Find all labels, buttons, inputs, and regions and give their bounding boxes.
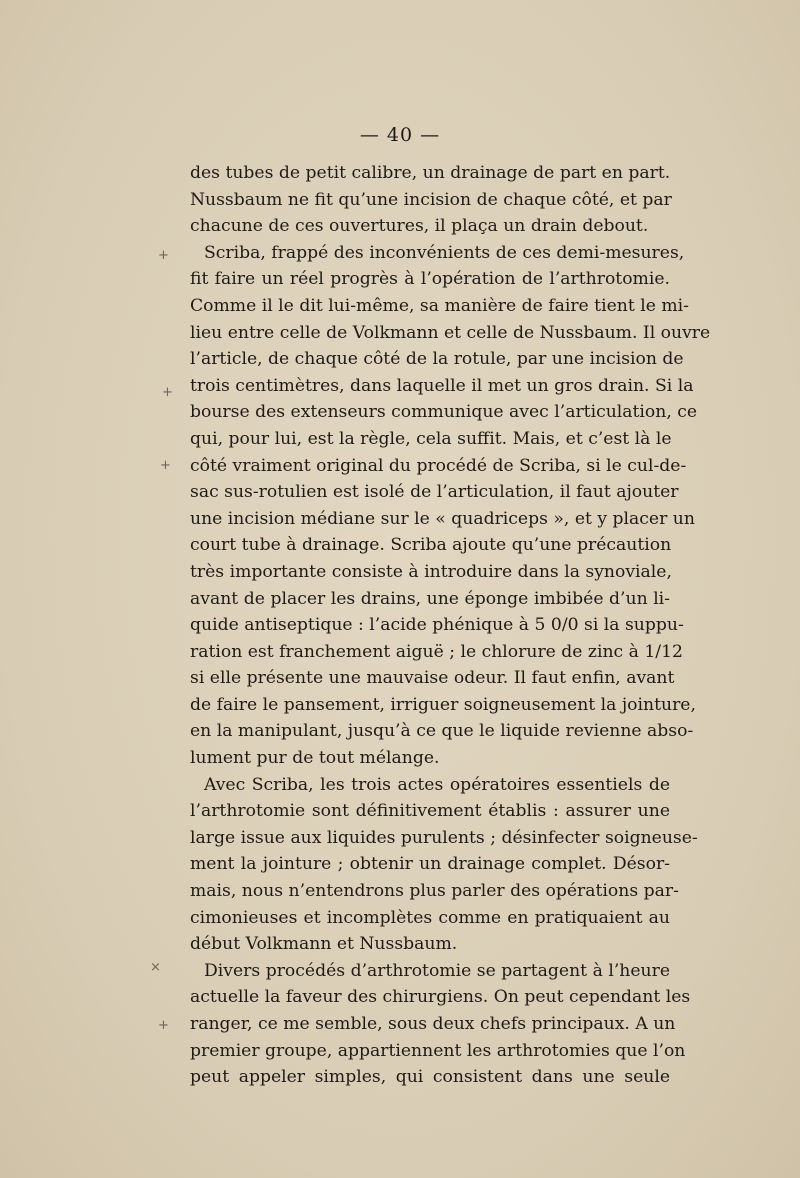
text-line: lument pur de tout mélange.: [190, 748, 440, 769]
text-line: large issue aux liquides purulents ; désinfecter soigneuse-: [190, 827, 698, 848]
text-line: cimonieuses et incomplètes comme en pratiquaient au: [190, 907, 670, 928]
text-line: en la manipulant, jusqu’à ce que le liquide revienne abso-: [190, 721, 694, 742]
text-line: Comme il le dit lui-même, sa manière de faire tient le mi-: [190, 295, 689, 316]
text-line: ment la jointure ; obtenir un drainage complet. Désor-: [190, 854, 670, 875]
text-line: chacune de ces ouvertures, il plaça un drain debout.: [190, 216, 649, 237]
margin-pencil-mark: +: [162, 385, 173, 400]
text-line: ranger, ce me semble, sous deux chefs principaux. A un: [190, 1014, 676, 1034]
text-line: fit faire un réel progrès à l’opération de l’arthrotomie.: [190, 269, 670, 290]
margin-pencil-mark: +: [160, 458, 171, 473]
text-line: Nussbaum ne fit qu’une incision de chaque côté, et par: [190, 189, 672, 210]
text-line: ration est franchement aiguë ; le chlorure de zinc à 1/12: [190, 641, 683, 662]
text-line: trois centimètres, dans laquelle il met un gros drain. Si la: [190, 375, 694, 396]
text-line: court tube à drainage. Scriba ajoute qu’une précaution: [190, 535, 672, 556]
text-line: si elle présente une mauvaise odeur. Il faut enfin, avant: [190, 668, 675, 689]
text-line: de faire le pansement, irriguer soigneusement la jointure,: [190, 694, 696, 715]
text-line: quide antiseptique : l’acide phénique à 5 0/0 si la suppu-: [190, 615, 684, 636]
text-line: l’article, de chaque côté de la rotule, par une incision de: [190, 349, 684, 370]
text-line: avant de placer les drains, une éponge imbibée d’un li-: [190, 588, 670, 609]
page-number: — 40 —: [359, 124, 441, 146]
text-line: des tubes de petit calibre, un drainage de part en part.: [190, 163, 671, 183]
text-line: Scriba, frappé des inconvénients de ces demi-mesures,: [204, 242, 685, 263]
text-line: bourse des extenseurs communique avec l’articulation, ce: [190, 402, 698, 423]
text-line: une incision médiane sur le « quadriceps », et y placer un: [190, 508, 695, 529]
text-line: lieu entre celle de Volkmann et celle de Nussbaum. Il ouvre: [190, 322, 711, 343]
text-line: qui, pour lui, est la règle, cela suffit. Mais, et c’est là le: [190, 428, 672, 449]
text-line: sac sus-rotulien est isolé de l’articulation, il faut ajouter: [190, 482, 679, 503]
margin-pencil-mark: +: [158, 1018, 169, 1033]
body-text: [190, 160, 711, 1091]
text-line: mais, nous n’entendrons plus parler des opérations par-: [190, 881, 679, 902]
text-line: très importante consiste à introduire dans la synoviale,: [190, 561, 672, 582]
text-line: côté vraiment original du procédé de Scriba, si le cul-de-: [190, 455, 687, 476]
text-line: Divers procédés d’arthrotomie se partagent à l’heure: [204, 960, 670, 981]
text-line: Avec Scriba, les trois actes opératoires essentiels de: [204, 774, 670, 795]
margin-pencil-mark: +: [158, 248, 169, 263]
text-line: premier groupe, appartiennent les arthrotomies que l’on: [190, 1040, 686, 1061]
margin-pencil-mark: ×: [150, 960, 161, 975]
text-line: actuelle la faveur des chirurgiens. On peut cependant les: [190, 987, 691, 1008]
text-line: l’arthrotomie sont définitivement établis : assurer une: [190, 801, 670, 822]
text-line: début Volkmann et Nussbaum.: [190, 934, 458, 955]
text-line: peut appeler simples, qui consistent dans une seule: [190, 1067, 670, 1088]
